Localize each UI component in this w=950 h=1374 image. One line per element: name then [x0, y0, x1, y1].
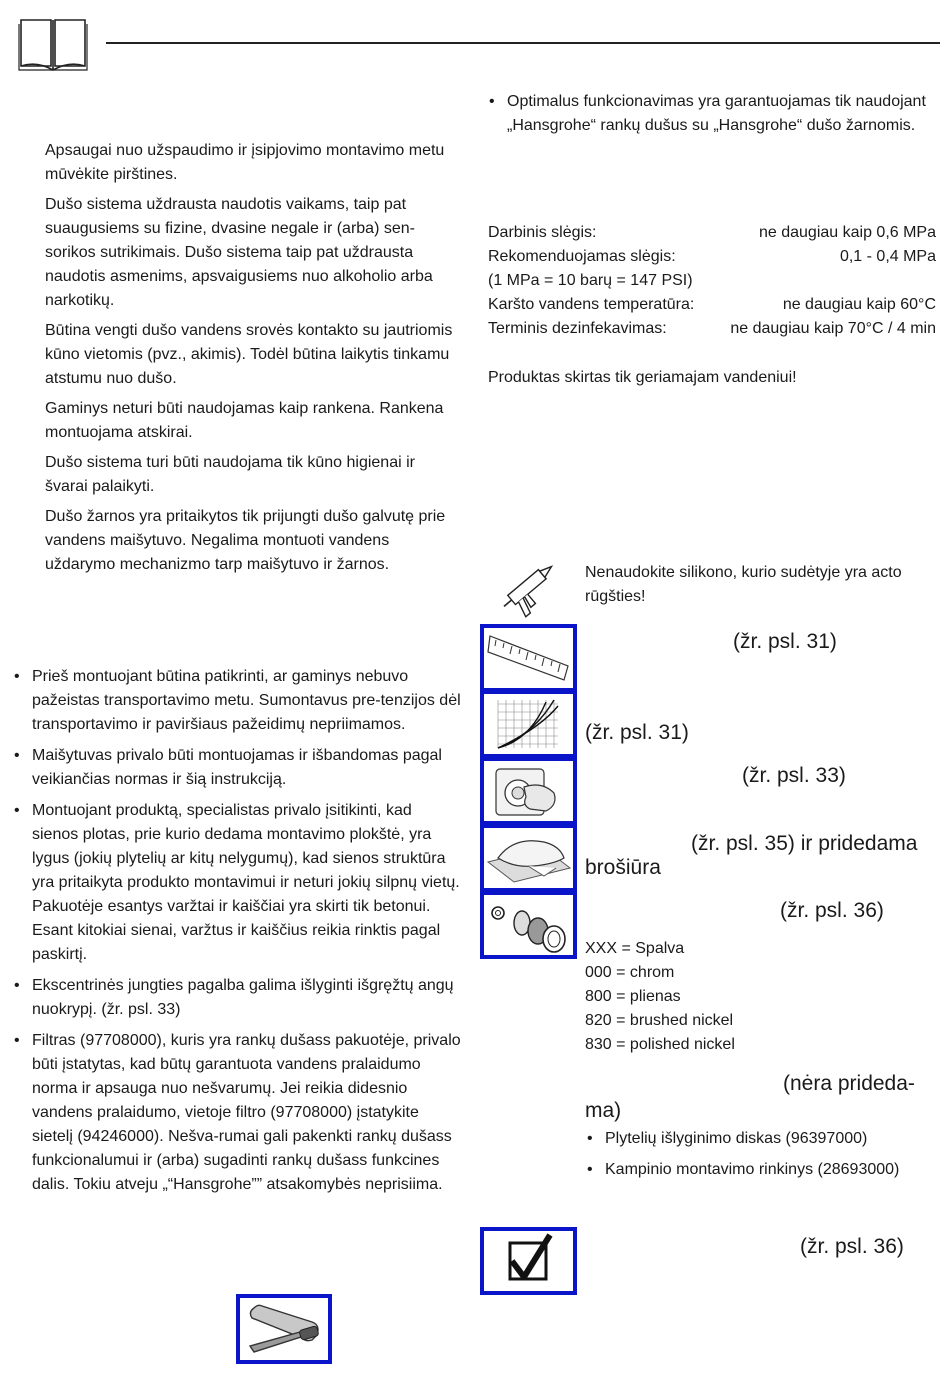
flow-diagram-icon — [480, 690, 577, 758]
safety-paragraph: Apsaugai nuo užspaudimo ir įsipjovimo montavimo metu mūvėkite pirštines. — [45, 142, 445, 183]
spec-value: ne daugiau kaip 60°C — [782, 296, 936, 313]
safety-notes — [45, 139, 460, 583]
safety-paragraph: Dušo žarnos yra pritaikytos tik prijungti dušo galvutę prie vandens maišytuvo. Negalima montuoti vandens uždarymo mechanizmo tarp maišytuvo ir žarnos. — [45, 508, 446, 573]
spec-label: (1 MPa = 10 barų = 147 PSI) — [488, 272, 693, 289]
silicone-note: Nenaudokite silikono, kurio sudėtyje yra acto rūgšties! — [585, 564, 902, 605]
spec-label: Terminis dezinfekavimas: — [488, 320, 667, 337]
spec-label: Darbinis slėgis: — [488, 224, 597, 241]
spec-row — [488, 293, 936, 317]
special-accessories-list — [587, 1127, 932, 1189]
spare-parts-reference: (žr. psl. 36) — [780, 899, 884, 922]
spec-row — [488, 221, 936, 245]
safety-paragraph: Dušo sistema turi būti naudojama tik kūno higienai ir švarai palaikyti. — [45, 454, 415, 495]
color-code-item: 820 = brushed nickel — [585, 1012, 734, 1029]
header-rule — [106, 42, 940, 44]
technical-specs — [488, 221, 936, 341]
color-code-item: 830 = polished nickel — [585, 1036, 735, 1053]
installation-notes — [14, 665, 461, 1204]
cleaning-reference: (žr. psl. 35) ir pridedama — [691, 832, 918, 855]
flow-reference: (žr. psl. 31) — [585, 721, 689, 744]
tools-icon — [236, 1294, 332, 1364]
test-reference: (žr. psl. 36) — [800, 1235, 904, 1258]
dimensions-ruler-icon — [480, 624, 577, 692]
installation-reference: (žr. psl. 33) — [742, 764, 846, 787]
cleaning-hand-icon — [480, 824, 577, 892]
spec-row — [488, 269, 936, 293]
list-item: • Maišytuvas privalo būti montuojamas ir išbandomas pagal veikiančias normas ir šią instrukciją. — [14, 744, 461, 792]
dimensions-reference: (žr. psl. 31) — [733, 630, 837, 653]
top-note — [489, 90, 934, 145]
list-item: • Filtras (97708000), kuris yra rankų dušass pakuotėje, privalo būti įstatytas, kad būtų garantuota vandens pralaidumo norma ir apsauga nuo nešvarumų. Jei reikia didesnio vandens pralaidumo, vietoje filtro (97708000) įstatykite sietelį (94246000). Nešva-rumai gali pakenkti rankų dušass funkcionalumui ir (arba) sugadinti rankų dušass funkcines dalis. Tokiu atveju „“Hansgrohe”” atsakomybės neprisiima. — [14, 1029, 461, 1197]
special-accessories-note-continued: ma) — [585, 1099, 622, 1122]
color-code-item: XXX = Spalva — [585, 940, 685, 957]
color-codes — [585, 937, 885, 1057]
special-accessories-note: (nėra prideda- — [783, 1072, 915, 1095]
list-item: • Plytelių išlyginimo diskas (96397000) — [587, 1127, 932, 1151]
safety-paragraph: Gaminys neturi būti naudojamas kaip rankena. Rankena montuojama atskirai. — [45, 400, 444, 441]
drinking-water-note: Produktas skirtas tik geriamajam vandeniui! — [488, 369, 797, 386]
safety-paragraph: Dušo sistema uždrausta naudotis vaikams, taip pat suaugusiems su fizine, dvasine negale ir (arba) sen-sorikos sutrikimais. Dušo sistema taip pat uždrausta naudotis asmenims, apsvaigusiems nuo alkoholio arba narkotikų. — [45, 196, 433, 309]
checkmark-icon — [480, 1227, 577, 1295]
spec-value: ne daugiau kaip 70°C / 4 min — [730, 320, 936, 337]
manual-book-icon — [17, 14, 89, 72]
list-item: • Kampinio montavimo rinkinys (28693000) — [587, 1158, 932, 1182]
list-item: • Ekscentrinės jungties pagalba galima išlyginti išgręžtų angų nuokrypį. (žr. psl. 33) — [14, 974, 461, 1022]
spec-value: 0,1 - 0,4 MPa — [839, 248, 936, 265]
list-item: • Optimalus funkcionavimas yra garantuojamas tik naudojant „Hansgrohe“ rankų dušus su „Hansgrohe“ dušo žarnomis. — [489, 90, 934, 138]
list-item: • Prieš montuojant būtina patikrinti, ar gaminys nebuvo pažeistas transportavimo metu. Sumontavus pre-tenzijos dėl transportavimo ir paviršiaus pažeidimų nepriimamos. — [14, 665, 461, 737]
safety-paragraph: Būtina vengti dušo vandens srovės kontakto su jautriomis kūno vietomis (pvz., akimis). Todėl būtina laikytis tinkamu atstumu nuo dušo. — [45, 322, 453, 387]
installation-hand-icon — [480, 757, 577, 825]
spec-row — [488, 245, 936, 269]
spare-parts-icon — [480, 891, 577, 959]
list-item: • Montuojant produktą, specialistas privalo įsitikinti, kad sienos plotas, prie kurio dedama montavimo plokštė, yra lygus (jokių plytelių ar kitų nelygumų), kad sienos struktūra yra pritaikyta produkto montavimui ir neturi jokių silpnų vietų. Pakuotėje esantys varžtai ir kaiščiai yra skirti tik betonui. Esant kitokiai sienai, varžtus ir kaiščius reikia rinktis pagal paskirtį. — [14, 799, 461, 967]
spec-label: Karšto vandens temperatūra: — [488, 296, 695, 313]
spec-label: Rekomenduojamas slėgis: — [488, 248, 676, 265]
spec-value: ne daugiau kaip 0,6 MPa — [758, 224, 936, 241]
color-code-item: 800 = plienas — [585, 988, 681, 1005]
cleaning-reference-continued: brošiūra — [585, 856, 661, 879]
color-code-item: 000 = chrom — [585, 964, 675, 981]
spec-row — [488, 317, 936, 341]
silicone-gun-icon — [494, 558, 564, 618]
